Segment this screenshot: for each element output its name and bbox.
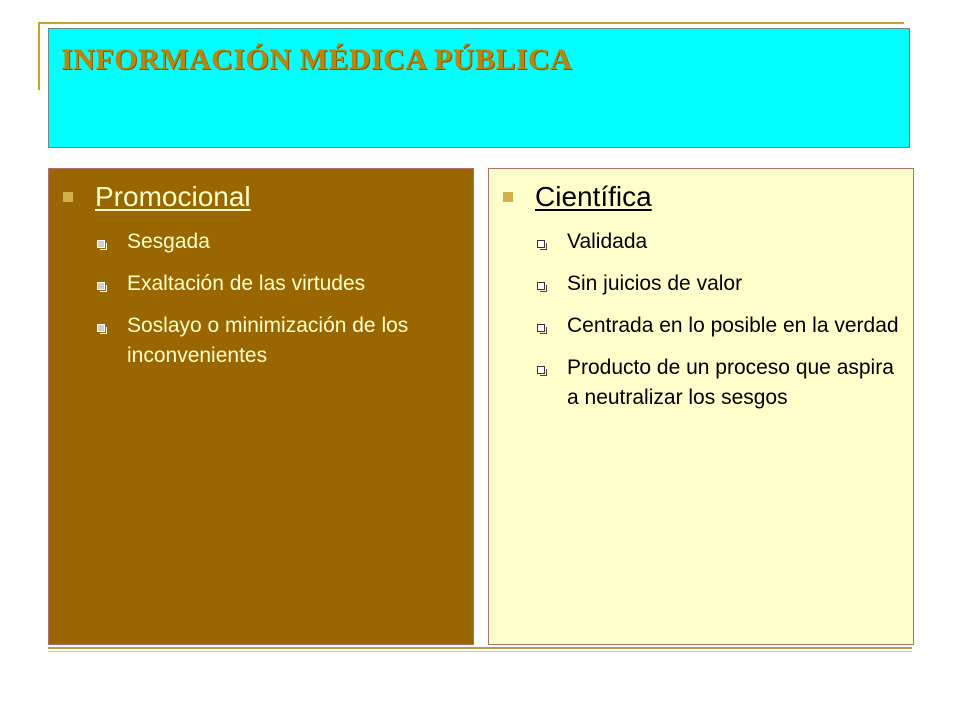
slide-title: INFORMACIÓN MÉDICA PÚBLICA	[61, 43, 573, 76]
box-bullet-icon	[97, 282, 105, 290]
list-item-text: Producto de un proceso que aspira a neutralizar los sesgos	[567, 356, 894, 409]
square-bullet-icon	[503, 192, 513, 202]
title-box	[48, 28, 910, 148]
promotional-heading	[49, 181, 473, 213]
box-bullet-icon	[537, 282, 545, 290]
scientific-heading-text: Científica	[535, 181, 652, 212]
bottom-decorative-line	[48, 647, 912, 649]
square-bullet-icon	[63, 192, 73, 202]
scientific-panel	[488, 168, 914, 645]
bottom-decorative-line-thin	[48, 651, 912, 652]
list-item	[537, 227, 899, 257]
promotional-heading-text: Promocional	[95, 181, 251, 212]
top-decorative-line	[40, 22, 904, 24]
list-item	[97, 227, 459, 257]
list-item-text: Sin juicios de valor	[567, 272, 743, 295]
list-item-text: Soslayo o minimización de los inconvenientes	[127, 314, 409, 367]
promotional-list	[97, 227, 459, 383]
list-item-text: Sesgada	[127, 230, 210, 253]
list-item	[537, 311, 899, 341]
list-item-text: Centrada en lo posible en la verdad	[567, 314, 899, 337]
list-item	[537, 269, 899, 299]
box-bullet-icon	[537, 240, 545, 248]
scientific-heading	[489, 181, 913, 213]
scientific-list	[537, 227, 899, 425]
list-item	[97, 311, 459, 371]
box-bullet-icon	[97, 240, 105, 248]
box-bullet-icon	[537, 324, 545, 332]
box-bullet-icon	[97, 324, 105, 332]
promotional-panel	[48, 168, 474, 645]
list-item	[537, 353, 899, 413]
list-item-text: Exaltación de las virtudes	[127, 272, 366, 295]
box-bullet-icon	[537, 366, 545, 374]
list-item	[97, 269, 459, 299]
left-decorative-line	[38, 22, 40, 90]
list-item-text: Validada	[567, 230, 648, 253]
